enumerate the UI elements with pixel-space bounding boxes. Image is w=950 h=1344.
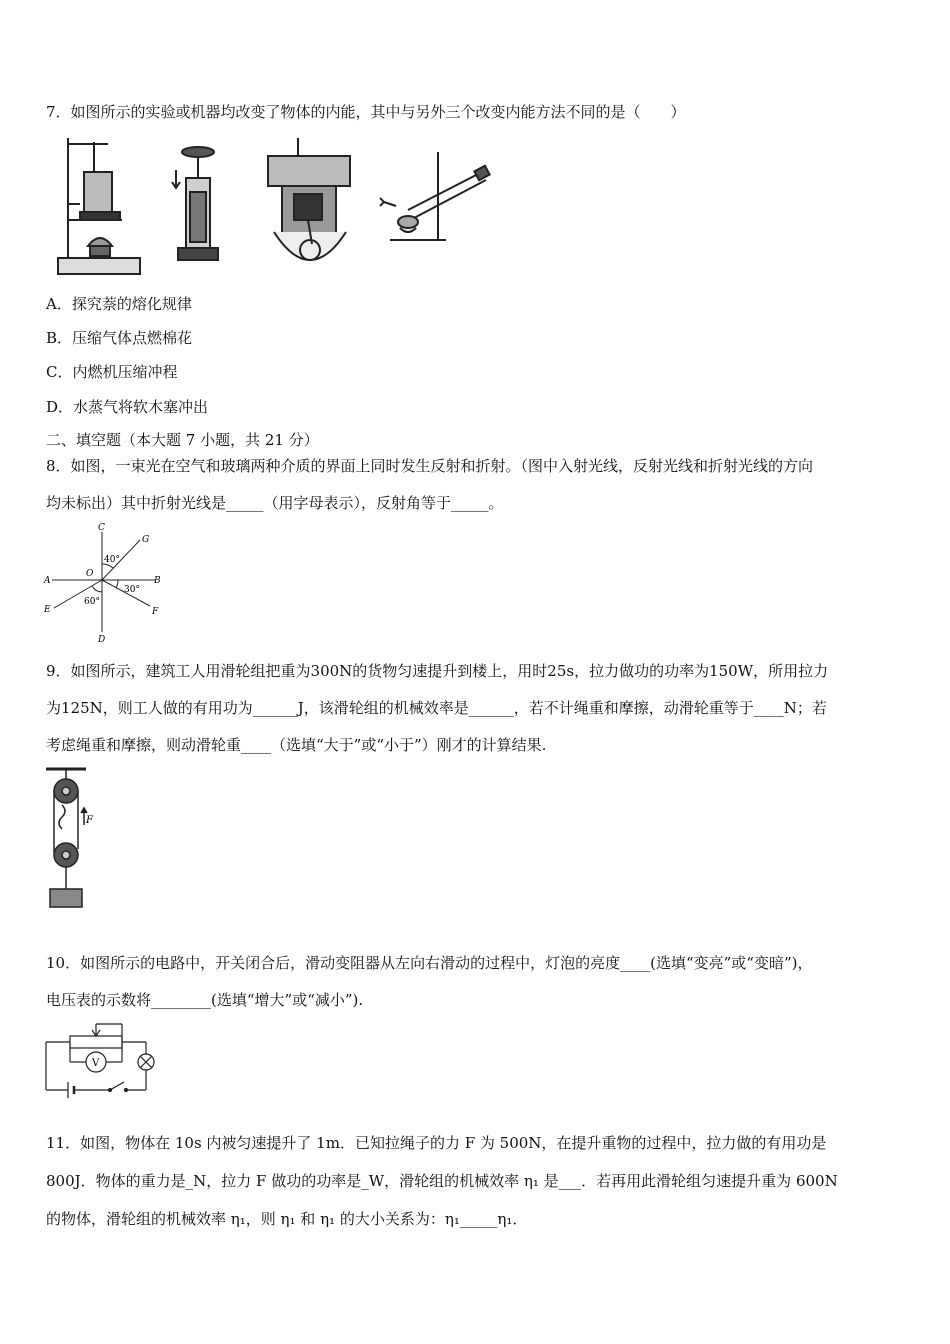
q11-line-2: 800J．物体的重力是_N，拉力 F 做功的功率是_W，滑轮组的机械效率 η₁ 是___．若再用此滑轮组匀速提升重为 600N	[46, 1172, 838, 1190]
voltmeter-label: V	[92, 1058, 100, 1069]
q9-line-3: 考虑绳重和摩擦，则动滑轮重____（选填“大于”或“小于”）刚才的计算结果.	[46, 736, 547, 754]
q9-line-2: 为125N，则工人做的有用功为______J，该滑轮组的机械效率是______，若不计绳重和摩擦，动滑轮重等于____N；若	[46, 699, 827, 717]
q9-line-1: 9．如图所示，建筑工人用滑轮组把重为300N的货物匀速提升到楼上，用时25s，拉力做功的功率为150W，所用拉力	[46, 662, 829, 680]
q9-pulley-figure	[40, 765, 100, 915]
q10-line-1: 10．如图所示的电路中，开关闭合后，滑动变阻器从左向右滑动的过程中，灯泡的亮度____(选填“变亮”或“变暗”)，	[46, 954, 813, 972]
q7-stem: 7．如图所示的实验或机器均改变了物体的内能，其中与另外三个改变内能方法不同的是（ ）	[46, 103, 686, 121]
q11-line-3: 的物体，滑轮组的机械效率 η₁，则 η₁ 和 η₁ 的大小关系为：η₁_____η₁．	[46, 1210, 528, 1228]
q7-option-b: B．压缩气体点燃棉花	[46, 329, 193, 347]
label-c: C	[98, 523, 105, 533]
label-d: D	[98, 635, 106, 645]
q7-option-d: D．水蒸气将软木塞冲出	[46, 398, 209, 416]
label-f: F	[152, 607, 159, 617]
naphthalene-melting-apparatus	[58, 138, 140, 274]
engine-compression-stroke	[268, 138, 350, 260]
section-2-title: 二、填空题（本大题 7 小题，共 21 分）	[46, 431, 319, 449]
label-e: E	[44, 605, 51, 615]
angle-30: 30°	[124, 585, 140, 595]
q8-light-refraction-figure	[40, 520, 170, 645]
q7-figure	[50, 132, 500, 282]
q7-option-c: C．内燃机压缩冲程	[46, 363, 178, 381]
label-a: A	[44, 576, 51, 586]
q11-line-1: 11．如图，物体在 10s 内被匀速提升了 1m．已知拉绳子的力 F 为 500N，在提升重物的过程中，拉力做的有用功是	[46, 1134, 827, 1152]
label-g: G	[142, 535, 150, 545]
label-b: B	[154, 576, 161, 586]
force-f-label: F	[86, 815, 93, 826]
fire-piston-apparatus	[172, 147, 218, 260]
q7-option-a: A．探究萘的熔化规律	[46, 295, 192, 313]
steam-cork-apparatus	[380, 152, 490, 240]
angle-60: 60°	[84, 597, 100, 607]
q8-line-1: 8．如图，一束光在空气和玻璃两种介质的界面上同时发生反射和折射。（图中入射光线，反射光线和折射光线的方向	[46, 457, 814, 475]
angle-40: 40°	[104, 555, 120, 565]
q10-circuit-figure	[40, 1018, 165, 1098]
q8-line-2: 均未标出）其中折射光线是_____（用字母表示），反射角等于_____。	[46, 494, 504, 512]
switch	[110, 1082, 124, 1090]
label-o: O	[86, 569, 94, 579]
q10-line-2: 电压表的示数将________(选填“增大”或“减小”).	[46, 991, 364, 1009]
